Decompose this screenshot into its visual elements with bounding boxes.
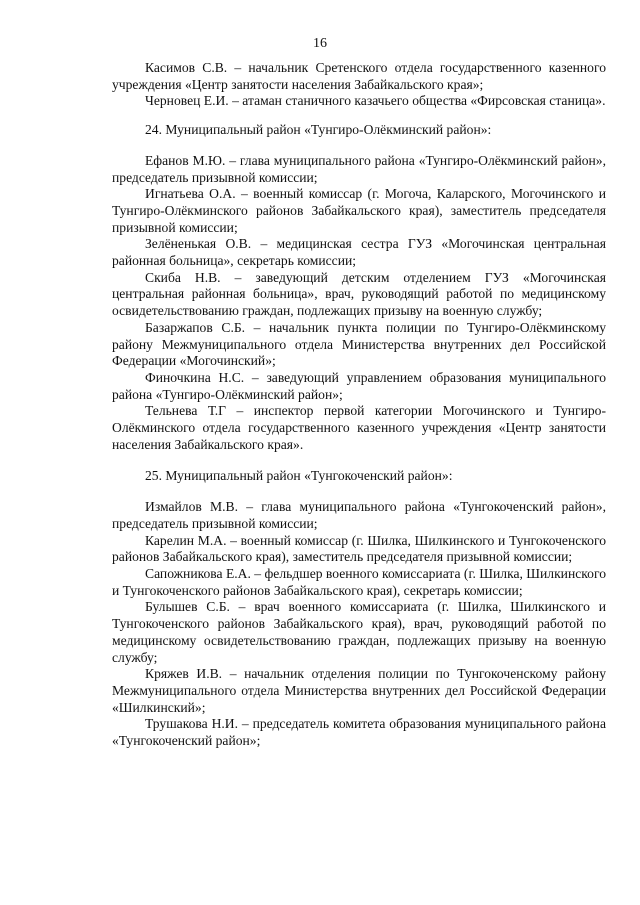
paragraph-sapozhnikova: Сапожникова Е.А. – фельдшер военного комиссариата (г. Шилка, Шилкинского и Тунгокоченского районов Забайкальского края), секретарь комиссии; <box>112 565 606 598</box>
paragraph-efanov: Ефанов М.Ю. – глава муниципального района «Тунгиро-Олёкминский район», председатель призывной комиссии; <box>112 152 606 185</box>
paragraph-finochkina: Финочкина Н.С. – заведующий управлением образования муниципального района «Тунгиро-Олёкминский район»; <box>112 369 606 402</box>
document-body <box>112 60 606 750</box>
page-number: 16 <box>313 36 327 51</box>
section-heading-24: 24. Муниципальный район «Тунгиро-Олёкминский район»: <box>145 122 492 138</box>
paragraph-zelenenkaya: Зелёненькая О.В. – медицинская сестра ГУЗ «Могочинская центральная районная больница», секретарь комиссии; <box>112 236 606 269</box>
paragraph-trushakova: Трушакова Н.И. – председатель комитета образования муниципального района «Тунгокоченский район»; <box>112 716 606 749</box>
section-heading-25: 25. Муниципальный район «Тунгокоченский район»: <box>145 468 453 484</box>
paragraph-bazarzhapov: Базаржапов С.Б. – начальник пункта полиции по Тунгиро-Олёкминскому району Межмуниципального отдела Министерства внутренних дел Российской Федерации «Могочинский»; <box>112 319 606 369</box>
paragraph-karelin: Карелин М.А. – военный комиссар (г. Шилка, Шилкинского и Тунгокоченского районов Забайкальского края), заместитель председателя призывной комиссии; <box>112 532 606 565</box>
paragraph-kryazhev: Кряжев И.В. – начальник отделения полиции по Тунгокоченскому району Межмуниципального отдела Министерства внутренних дел Российской Федерации «Шилкинский»; <box>112 666 606 715</box>
paragraph-telneva: Тельнева Т.Г – инспектор первой категории Могочинского и Тунгиро-Олёкминского отдела государственного казенного учреждения «Центр занятости населения Забайкальского края». <box>112 403 606 452</box>
paragraph-kasimov: Касимов С.В. – начальник Сретенского отдела государственного казенного учреждения «Центр занятости населения Забайкальского края»; <box>112 60 606 92</box>
paragraph-bulyshev: Булышев С.Б. – врач военного комиссариата (г. Шилка, Шилкинского и Тунгокоченского районов Забайкальского края), врач, руководящий работой по медицинскому освидетельствованию граждан, подлежащих призыву на военную службу; <box>112 599 606 665</box>
paragraph-izmailov: Измайлов М.В. – глава муниципального района «Тунгокоченский район», председатель призывной комиссии; <box>112 499 606 531</box>
paragraph-chernovets: Черновец Е.И. – атаман станичного казачьего общества «Фирсовская станица». <box>145 93 606 109</box>
paragraph-ignatieva: Игнатьева О.А. – военный комиссар (г. Могоча, Каларского, Могочинского и Тунгиро-Олёкминского районов Забайкальского края), заместитель председателя призывной комиссии; <box>112 186 606 235</box>
paragraph-skiba: Скиба Н.В. – заведующий детским отделением ГУЗ «Могочинская центральная районная больница», врач, руководящий работой по медицинскому освидетельствованию граждан, подлежащих призыву на военную службу; <box>112 269 606 319</box>
